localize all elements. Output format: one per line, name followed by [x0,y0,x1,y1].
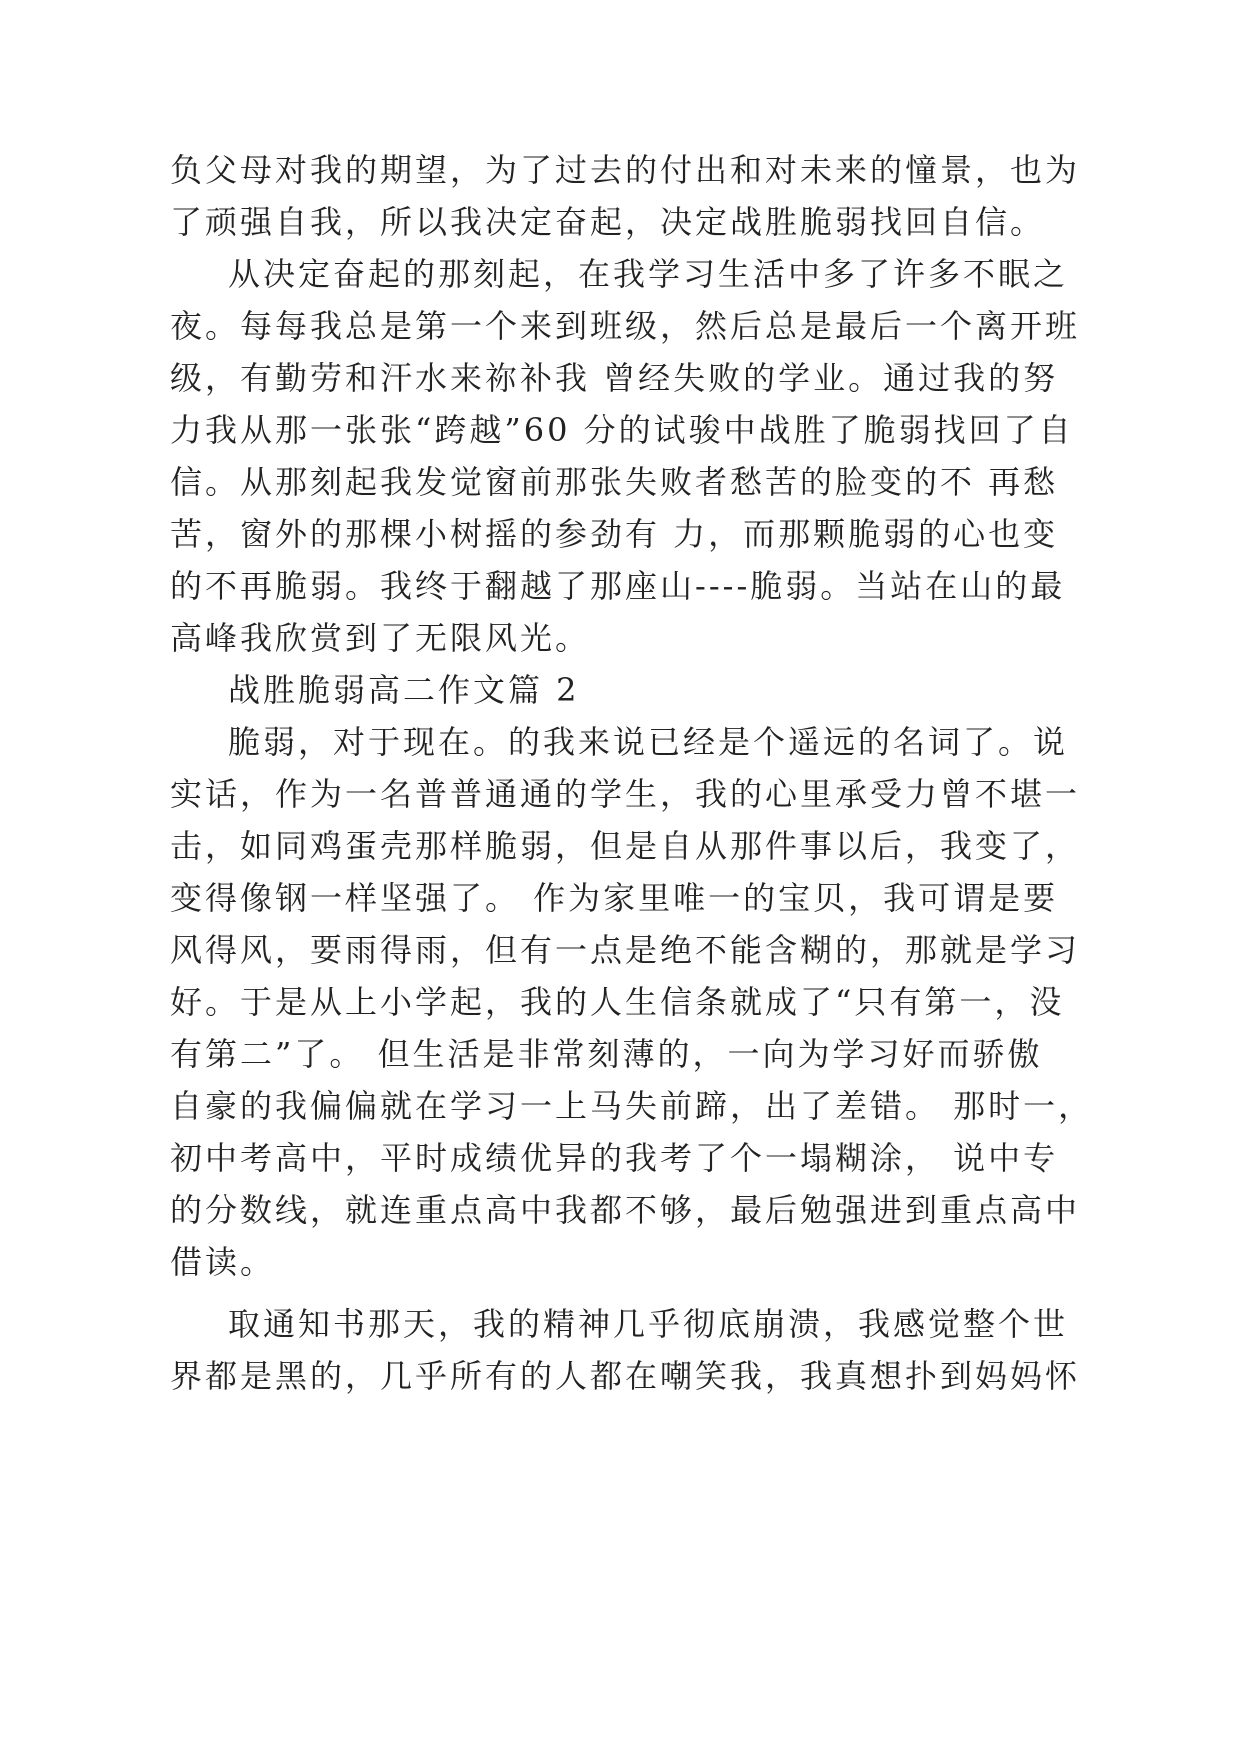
text-line: 从决定奋起的那刻起，在我学习生活中多了许多不眠之 [228,255,1069,293]
text-line: 变得像钢一样坚强了。 作为家里唯一的宝贝，我可谓是要 [170,879,1059,917]
text-line: 风得风，要雨得雨，但有一点是绝不能含糊的，那就是学习 [170,931,1081,969]
text-line: 取通知书那天，我的精神几乎彻底崩溃，我感觉整个世 [228,1305,1069,1343]
text-line: 力我从那一张张“跨越”60 分的试骏中战胜了脆弱找回了自 [170,411,1074,449]
text-line: 击，如同鸡蛋壳那样脆弱，但是自从那件事以后，我变了， [170,827,1081,865]
text-line: 脆弱，对于现在。的我来说已经是个遥远的名词了。说 [228,723,1069,761]
text-line: 有第二”了。 但生活是非常刻薄的，一向为学习好而骄傲 [170,1035,1043,1073]
text-line: 级，有勤劳和汗水来祢补我 曾经失败的学业。通过我的努 [170,359,1059,397]
text-line: 自豪的我偏偏就在学习一上马失前蹄，出了差错。 那时一， [170,1087,1094,1125]
text-line: 夜。每每我总是第一个来到班级，然后总是最后一个离开班 [170,307,1081,345]
text-line: 界都是黑的，几乎所有的人都在嘲笑我，我真想扑到妈妈怀 [170,1357,1081,1395]
text-line: 高峰我欣赏到了无限风光。 [170,619,591,657]
text-line: 的不再脆弱。我终于翻越了那座山----脆弱。当站在山的最 [170,567,1066,605]
text-line: 初中考高中，平时成绩优异的我考了个一塌糊涂， 说中专 [170,1139,1059,1177]
text-line: 了顽强自我，所以我决定奋起，决定战胜脆弱找回自信。 [170,203,1046,241]
text-line: 的分数线，就连重点高中我都不够，最后勉强进到重点高中 [170,1191,1081,1229]
text-line: 借读。 [170,1243,276,1281]
text-line: 负父母对我的期望，为了过去的付出和对未来的憧景，也为 [170,151,1081,189]
text-line: 苦，窗外的那棵小树摇的参劲有 力，而那颗脆弱的心也变 [170,515,1059,553]
text-line: 实话，作为一名普普通通的学生，我的心里承受力曾不堪一 [170,775,1081,813]
section-heading: 战胜脆弱高二作文篇 2 [228,671,580,709]
text-line: 信。从那刻起我发觉窗前那张失败者愁苦的脸变的不 再愁 [170,463,1059,501]
text-line: 好。于是从上小学起，我的人生信条就成了“只有第一，没 [170,983,1065,1021]
